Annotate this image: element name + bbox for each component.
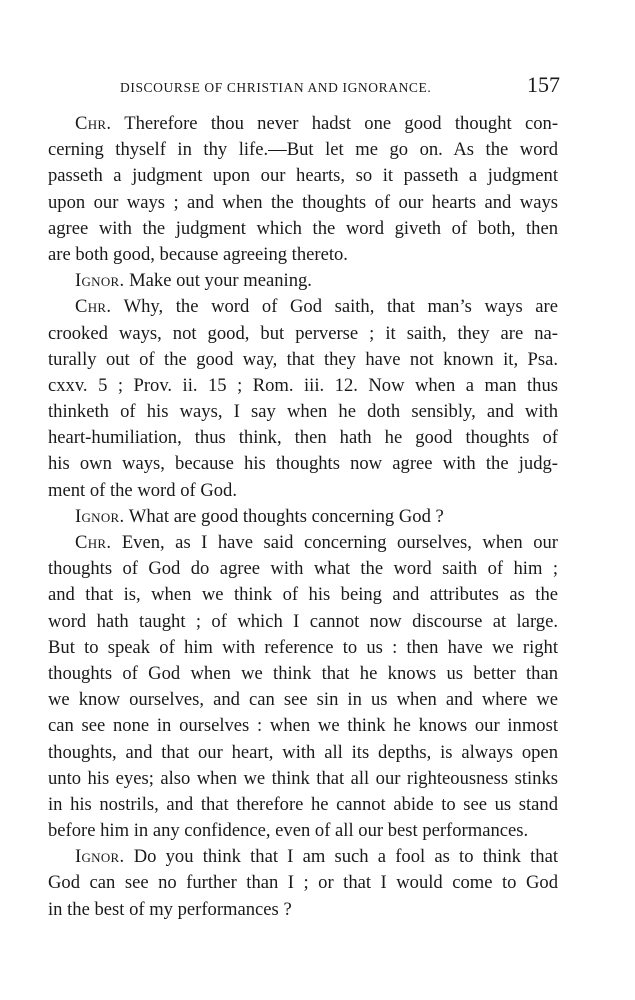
running-title: DISCOURSE OF CHRISTIAN AND IGNORANCE.	[120, 80, 432, 95]
text-line: and that is, when we think of his being and attributes as the	[48, 584, 558, 606]
line-text: Why, the word of God saith, that man’s ways are	[123, 296, 558, 318]
line-text: Make out your meaning.	[129, 270, 312, 292]
speaker-label: Chr.	[75, 113, 112, 134]
text-line: passeth a judgment upon our hearts, so it passeth a judgment	[48, 165, 558, 187]
running-head	[120, 72, 560, 102]
body-text	[48, 111, 558, 923]
line-text: Even, as I have said concerning ourselves, when our	[121, 532, 558, 553]
text-line: ment of the word of God.	[48, 479, 237, 501]
text-line	[48, 504, 558, 530]
text-line: before him in any confidence, even of all our best performances.	[48, 820, 529, 842]
text-line: in his nostrils, and that therefore he cannot abide to see us stand	[48, 793, 558, 815]
text-line: cerning thyself in thy life.—But let me go on. As the word	[48, 139, 558, 161]
text-line: crooked ways, not good, but perverse ; it saith, they are na-	[48, 322, 558, 344]
text-line: in the best of my performances ?	[48, 898, 292, 920]
speaker-label: Ignor.	[75, 846, 125, 868]
speaker-label: Chr.	[75, 296, 112, 318]
text-line: we know ourselves, and can see sin in us when and where we	[48, 689, 558, 711]
text-line: agree with the judgment which the word giveth of both, then	[48, 217, 558, 239]
text-line	[48, 268, 558, 294]
text-line: But to speak of him with reference to us : then have we right	[48, 636, 558, 658]
text-line: his own ways, because his thoughts now agree with the judg-	[48, 453, 558, 475]
text-line: cxxv. 5 ; Prov. ii. 15 ; Rom. iii. 12. Now when a man thus	[48, 374, 558, 396]
line-text: Do you think that I am such a fool as to think that	[133, 846, 558, 868]
text-line	[48, 530, 558, 556]
text-line: thoughts of God when we think that he knows us better than	[48, 662, 558, 684]
text-line: heart-humiliation, thus think, then hath he good thoughts of	[48, 427, 558, 449]
speaker-label: Ignor.	[75, 505, 125, 527]
text-line: thinketh of his ways, I say when he doth sensibly, and with	[48, 401, 558, 423]
text-line: unto his eyes; also when we think that all our righteousness stinks	[48, 767, 558, 789]
speaker-label: Ignor.	[75, 270, 125, 292]
text-line: turally out of the good way, that they have not known it, Psa.	[48, 348, 558, 370]
text-line: thoughts, and that our heart, with all its depths, is always open	[48, 741, 558, 763]
text-line: word hath taught ; of which I cannot now discourse at large.	[48, 610, 558, 632]
speaker-label: Chr.	[75, 532, 112, 553]
text-line: can see none in ourselves : when we think he knows our inmost	[48, 715, 558, 737]
text-line: are both good, because agreeing thereto.	[48, 243, 348, 265]
line-text: What are good thoughts concerning God ?	[128, 505, 444, 527]
text-line: thoughts of God do agree with what the word saith of him ;	[48, 558, 558, 580]
text-line: upon our ways ; and when the thoughts of our hearts and ways	[48, 191, 558, 213]
text-line: God can see no further than I ; or that I would come to God	[48, 872, 558, 894]
page-number: 157	[527, 72, 560, 97]
text-line	[48, 844, 558, 870]
text-line	[48, 294, 558, 320]
text-line	[48, 111, 558, 137]
line-text: Therefore thou never hadst one good thought con-	[124, 113, 559, 134]
